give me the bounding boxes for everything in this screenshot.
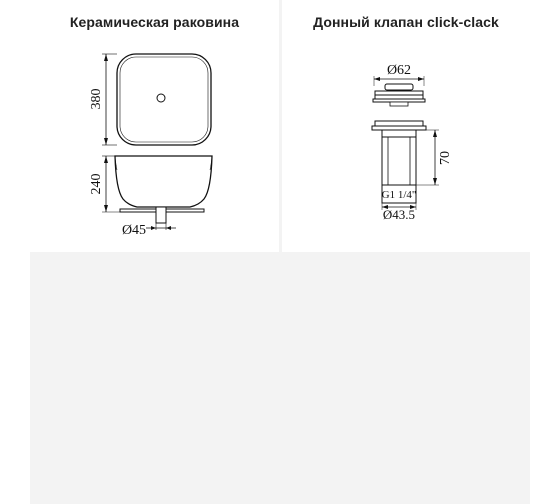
basin-side-dim-label: 240 <box>89 173 104 195</box>
valve-body <box>382 137 416 185</box>
basin-top-dim-label: 380 <box>89 88 104 110</box>
valve-drawing <box>282 0 530 252</box>
basin-top-outline <box>117 54 211 145</box>
basin-drawing <box>30 0 279 252</box>
basin-drain-dim-label: Ø45 <box>121 223 147 238</box>
basin-card <box>30 0 279 252</box>
valve-cap-dim-label: Ø62 <box>386 63 412 78</box>
valve-card <box>282 0 530 252</box>
basin-drain-stub <box>156 207 166 223</box>
basin-side-outline <box>115 156 212 207</box>
valve-body-dim-label: Ø43.5 <box>382 207 416 222</box>
basin-card-title: Керамическая раковина <box>69 14 240 30</box>
valve-card-title: Донный клапан click-clack <box>313 14 499 30</box>
valve-height-dim-label: 70 <box>438 151 453 165</box>
valve-cap <box>385 84 413 90</box>
valve-flange <box>375 121 423 126</box>
valve-thread-label: G1 1/4" <box>381 189 417 201</box>
